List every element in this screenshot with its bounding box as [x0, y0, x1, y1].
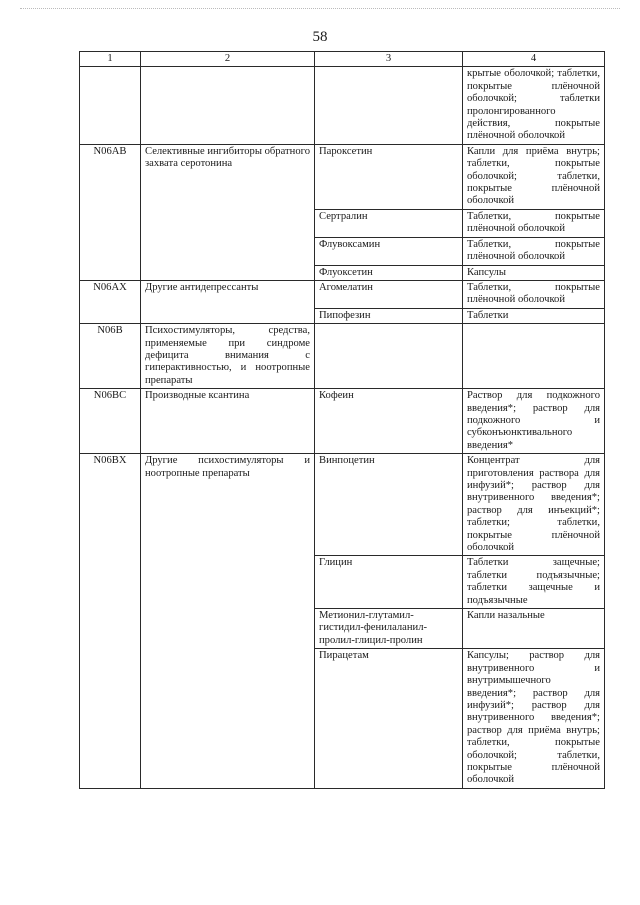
table-row [80, 389, 605, 454]
substance-cell: Винпоцетин [315, 454, 463, 556]
group-name-cell [141, 67, 315, 144]
dosage-form-cell: Капли назальные [463, 609, 605, 649]
substance-cell: Сертралин [315, 209, 463, 237]
substance-cell: Пирацетам [315, 649, 463, 788]
atc-code-cell: N06BC [80, 389, 141, 454]
atc-code-cell: N06BX [80, 454, 141, 789]
substance-cell [315, 324, 463, 389]
substance-cell [315, 67, 463, 144]
scan-edge-line [20, 8, 620, 9]
dosage-form-cell: Капли для приёма внутрь; таблетки, покрытые оболочкой; таблетки, покрытые плёночной оболочкой [463, 144, 605, 209]
substance-cell: Глицин [315, 556, 463, 609]
substance-cell: Пароксетин [315, 144, 463, 209]
group-name-cell: Селективные ингибиторы обратного захвата серотонина [141, 144, 315, 280]
substance-cell: Метионил-глутамил-гистидил-фенилаланил-пролил-глицил-пролин [315, 609, 463, 649]
table-row [80, 454, 605, 556]
atc-code-cell [80, 67, 141, 144]
group-name-cell: Другие антидепрессанты [141, 280, 315, 323]
dosage-form-cell: Таблетки защечные; таблетки подъязычные; таблетки защечные и подъязычные [463, 556, 605, 609]
table-header-row [80, 52, 605, 67]
table-row [80, 280, 605, 308]
substance-cell: Агомелатин [315, 280, 463, 308]
group-name-cell: Психостимуляторы, средства, применяемые при синдроме дефицита внимания с гиперактивностью, и ноотропные препараты [141, 324, 315, 389]
page-number: 58 [312, 29, 328, 45]
header-cell: 3 [315, 52, 463, 67]
dosage-form-cell: Таблетки [463, 308, 605, 323]
dosage-form-cell: Таблетки, покрытые плёночной оболочкой [463, 280, 605, 308]
atc-code-cell: N06AB [80, 144, 141, 280]
atc-code-cell: N06AX [80, 280, 141, 323]
header-cell: 2 [141, 52, 315, 67]
substance-cell: Флувоксамин [315, 237, 463, 265]
table-row [80, 67, 605, 144]
group-name-cell: Другие психостимуляторы и ноотропные препараты [141, 454, 315, 789]
table-row [80, 144, 605, 209]
table-row [80, 324, 605, 389]
dosage-form-cell: Капсулы [463, 265, 605, 280]
dosage-form-cell: Концентрат для приготовления раствора для инфузий*; раствор для внутривенного введения*; раствор для инъекций*; таблетки; таблетки, покрытые плёночной оболочкой [463, 454, 605, 556]
substance-cell: Флуоксетин [315, 265, 463, 280]
dosage-form-cell: крытые оболочкой; таблетки, покрытые плёночной оболочкой; таблетки пролонгированного действия, покрытые плёночной оболочкой [463, 67, 605, 144]
substance-cell: Пипофезин [315, 308, 463, 323]
atc-code-cell: N06B [80, 324, 141, 389]
header-cell: 4 [463, 52, 605, 67]
substance-cell: Кофеин [315, 389, 463, 454]
dosage-form-cell: Таблетки, покрытые плёночной оболочкой [463, 209, 605, 237]
dosage-form-cell: Таблетки, покрытые плёночной оболочкой [463, 237, 605, 265]
dosage-form-cell [463, 324, 605, 389]
header-cell: 1 [80, 52, 141, 67]
dosage-form-cell: Капсулы; раствор для внутривенного и внутримышечного введения*; раствор для инфузий*; раствор для внутривенного введения*; раствор для приёма внутрь; таблетки, покрытые оболочкой; таблетки, покрытые плёночной оболочкой [463, 649, 605, 788]
drug-table [79, 51, 605, 789]
dosage-form-cell: Раствор для подкожного введения*; раствор для подкожного и субконъюнктивального введения* [463, 389, 605, 454]
group-name-cell: Производные ксантина [141, 389, 315, 454]
